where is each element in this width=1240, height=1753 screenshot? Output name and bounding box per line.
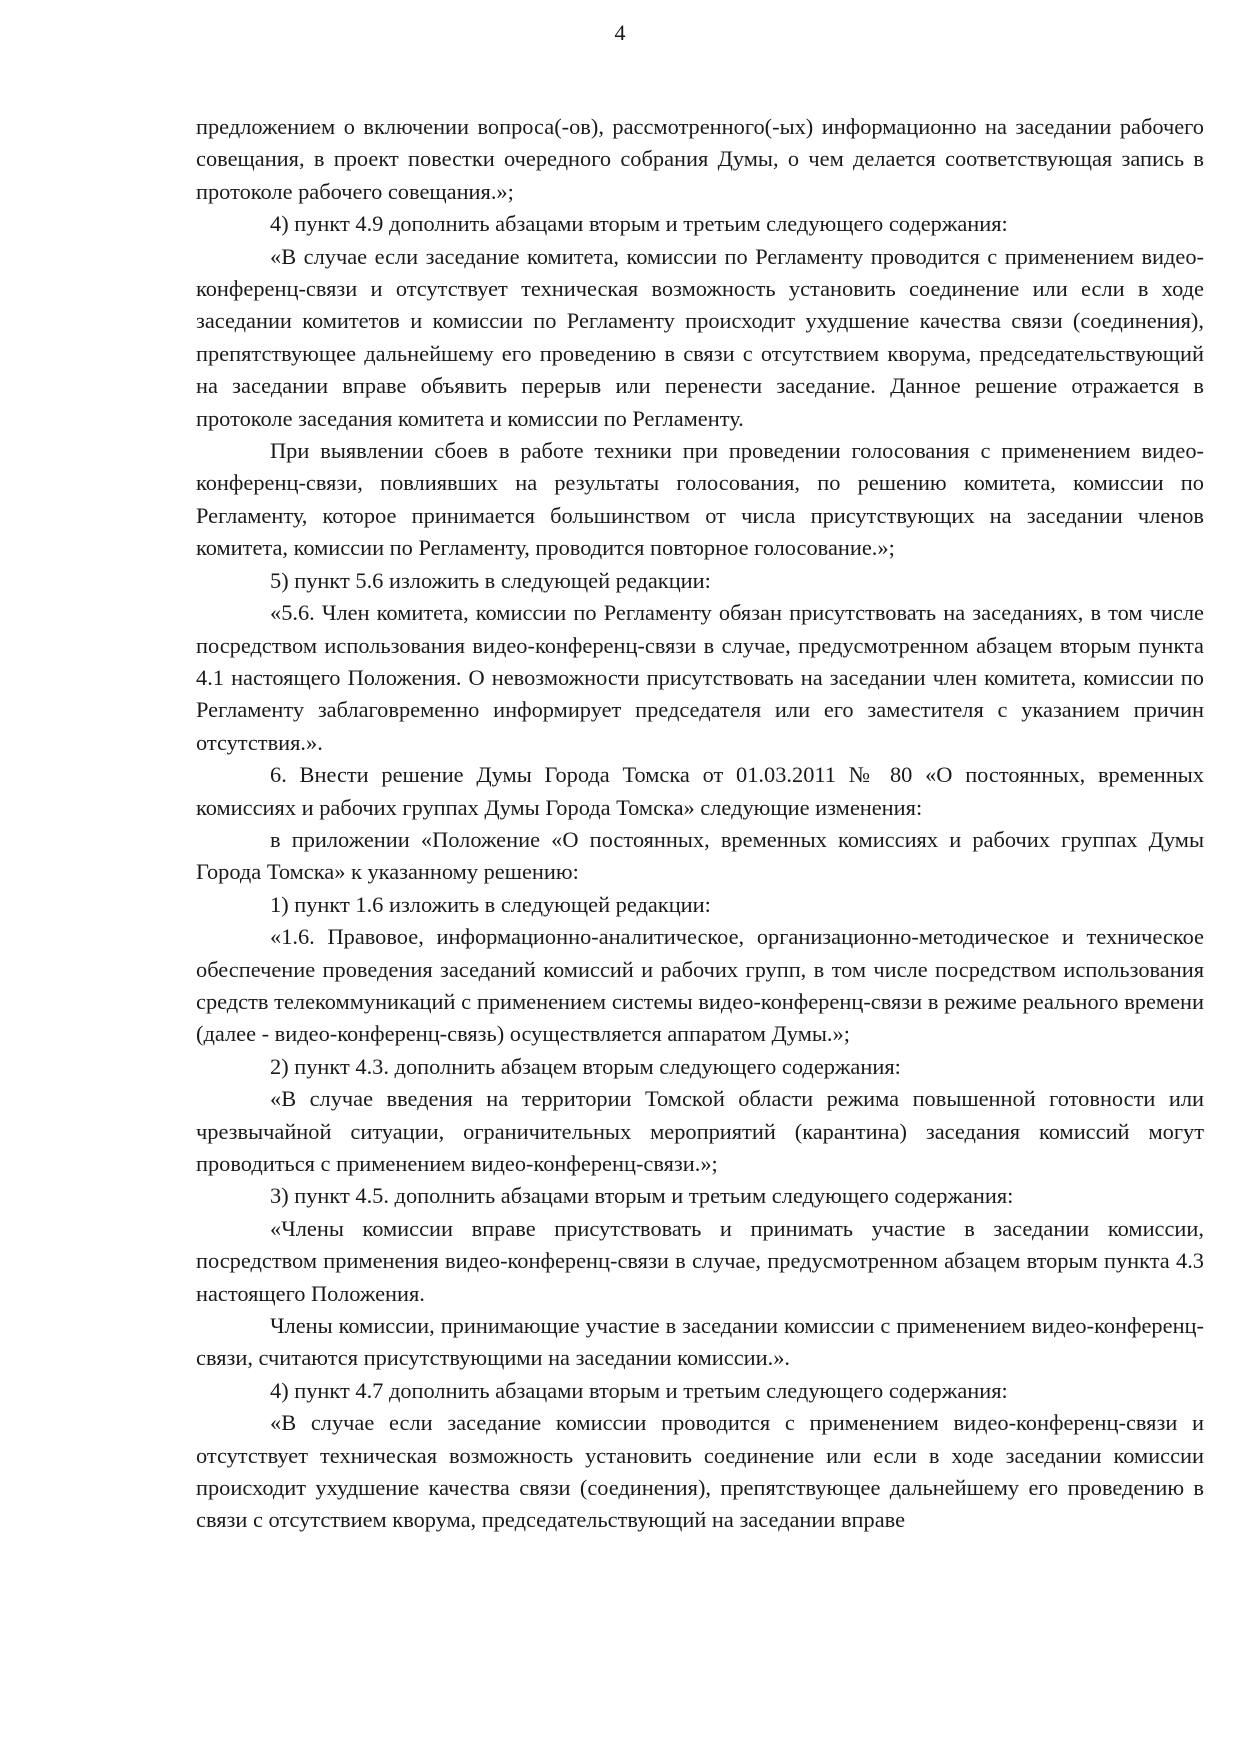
paragraph-continuation: предложением о включении вопроса(-ов), рассмотренного(-ых) информационно на заседании рабочего совещания, в проект повестки очередного собрания Думы, о чем делается соответствующая запись в протоколе рабочего совещания.»;	[196, 114, 1204, 204]
paragraph-quote-5-6: «5.6. Член комитета, комиссии по Регламенту обязан присутствовать на заседаниях, в том числе посредством использования видео-конференц-связи в случае, предусмотренном абзацем вторым пункта 4.1 настоящего Положения. О невозможности присутствовать на заседании член комитета, комиссии по Регламенту заблаговременно информирует председателя или его заместителя с указанием причин отсутствия.».	[196, 600, 1204, 755]
paragraph-item-3-point-4-5: 3) пункт 4.5. дополнить абзацами вторым и третьим следующего содержания:	[270, 1183, 1014, 1209]
paragraph-quote-4-3: «В случае введения на территории Томской области режима повышенной готовности или чрезвычайной ситуации, ограничительных мероприятий (карантина) заседания комиссий могут проводиться с применением видео-конференц-связи.»;	[196, 1086, 1204, 1176]
paragraph-item-2-point-4-3: 2) пункт 4.3. дополнить абзацем вторым следующего содержания:	[270, 1053, 901, 1079]
paragraph-section-6: 6. Внести решение Думы Города Томска от 01.03.2011 № 80 «О постоянных, временных комиссиях и рабочих группах Думы Города Томска» следующие изменения:	[196, 762, 1204, 820]
paragraph-appendix-intro: в приложении «Положение «О постоянных, временных комиссиях и рабочих группах Думы Города Томска» к указанному решению:	[196, 826, 1204, 885]
paragraph-item-4-point-4-9: 4) пункт 4.9 дополнить абзацами вторым и третьим следующего содержания:	[270, 211, 1008, 237]
paragraph-quote-committee-vcs: «В случае если заседание комитета, комиссии по Регламенту проводится с применением видео-конференц-связи и отсутствует техническая возможность установить соединение или если в ходе заседании комитетов и комиссии по Регламенту происходит ухудшение качества связи (соединения), препятствующее дальнейшему его проведению в связи с отсутствием кворума, председательствующий на заседании вправе объявить перерыв или перенести заседание. Данное решение отражается в протоколе заседания комитета и комиссии по Регламенту.	[196, 243, 1204, 431]
paragraph-item-4-point-4-7: 4) пункт 4.7 дополнить абзацами вторым и третьим следующего содержания:	[270, 1377, 1008, 1403]
document-body	[196, 111, 1204, 1537]
paragraph-item-1-point-1-6: 1) пункт 1.6 изложить в следующей редакции:	[270, 891, 711, 917]
paragraph-quote-1-6: «1.6. Правовое, информационно-аналитическое, организационно-методическое и техническое обеспечение проведения заседаний комиссий и рабочих групп, в том числе посредством использования средств телекоммуникаций с применением системы видео-конференц-связи в режиме реального времени (далее - видео-конференц-связь) осуществляется аппаратом Думы.»;	[196, 924, 1204, 1047]
paragraph-quote-4-7: «В случае если заседание комиссии проводится с применением видео-конференц-связи и отсутствует техническая возможность установить соединение или если в ходе заседании комиссии происходит ухудшение качества связи (соединения), препятствующее дальнейшему его проведению в связи с отсутствием кворума, председательствующий на заседании вправе	[196, 1410, 1204, 1533]
paragraph-quote-4-5-second: Члены комиссии, принимающие участие в заседании комиссии с применением видео-конференц-связи, считаются присутствующими на заседании комиссии.».	[196, 1313, 1204, 1371]
paragraph-item-5-point-5-6: 5) пункт 5.6 изложить в следующей редакции:	[270, 567, 711, 593]
paragraph-voting-failure: При выявлении сбоев в работе техники при проведении голосования с применением видео-конференц-связи, повлиявших на результаты голосования, по решению комитета, комиссии по Регламенту, которое принимается большинством от числа присутствующих на заседании членов комитета, комиссии по Регламенту, проводится повторное голосование.»;	[196, 438, 1204, 561]
paragraph-quote-4-5-first: «Члены комиссии вправе присутствовать и принимать участие в заседании комиссии, посредством применения видео-конференц-связи в случае, предусмотренном абзацем вторым пункта 4.3 настоящего Положения.	[196, 1215, 1204, 1306]
page-number: 4	[614, 20, 626, 45]
